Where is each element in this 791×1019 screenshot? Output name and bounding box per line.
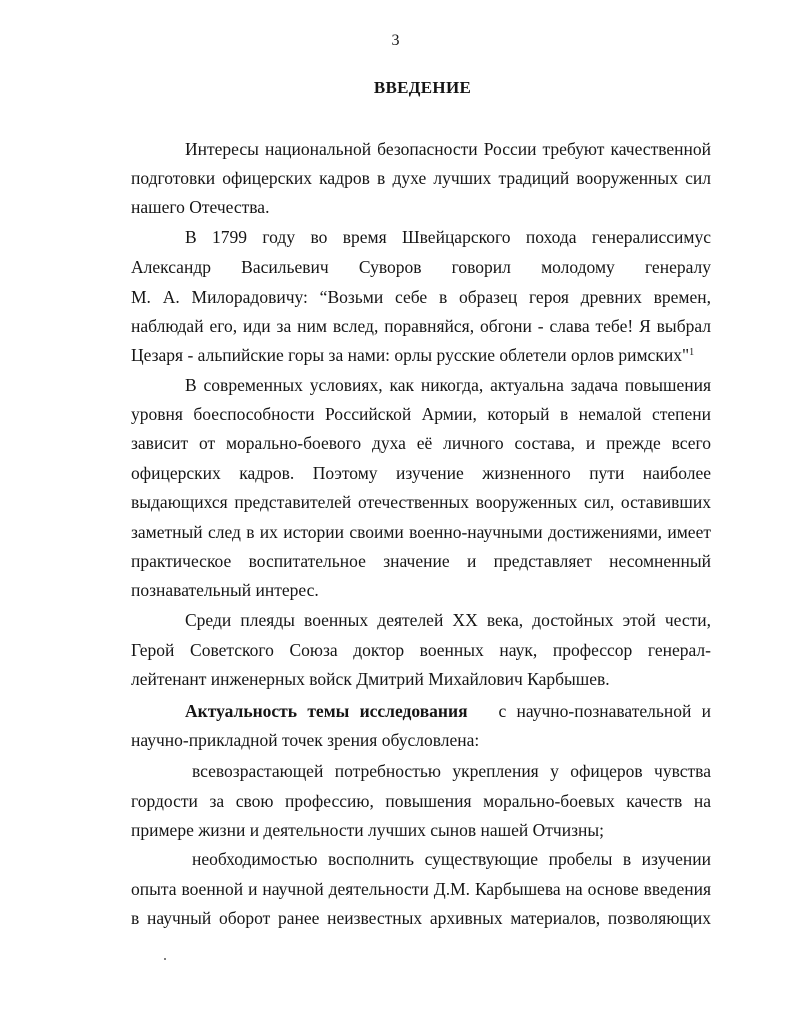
text-line: Среди плеяды военных деятелей XX века, достойных этой чести, bbox=[185, 610, 711, 630]
text-line: М. А. Милорадовичу: “Возьми себе в образец героя древних времен, bbox=[131, 287, 711, 307]
text-line: В 1799 году во время Швейцарского похода генералиссимус bbox=[185, 227, 711, 247]
text-line: нашего Отечества. bbox=[131, 197, 270, 217]
text-line: выдающихся представителей отечественных вооруженных сил, оставивших bbox=[131, 492, 711, 512]
footnote-marker: 1 bbox=[689, 347, 695, 358]
bold-phrase: Актуальность темы исследования bbox=[185, 701, 468, 721]
text-line: всевозрастающей потребностью укрепления у офицеров чувства bbox=[192, 761, 711, 781]
text-line: заметный след в их истории своими военно-научными достижениями, имеет bbox=[131, 522, 711, 542]
text-line: Александр Васильевич Суворов говорил молодому генералу bbox=[131, 257, 711, 277]
text-line: научно-прикладной точек зрения обусловлена: bbox=[131, 730, 480, 750]
text-line: опыта военной и научной деятельности Д.М. Карбышева на основе введения bbox=[131, 879, 711, 899]
text-line: наблюдай его, иди за ним вслед, поравняйся, обгони - слава тебе! Я выбрал bbox=[131, 316, 711, 336]
text-line: в научный оборот ранее неизвестных архивных материалов, позволяющих bbox=[131, 908, 711, 928]
text-line-content: Цезаря - альпийские горы за нами: орлы русские облетели орлов римских" bbox=[131, 345, 690, 365]
text-line: практическое воспитательное значение и представляет несомненный bbox=[131, 551, 711, 571]
text-line: примере жизни и деятельности лучших сынов нашей Отчизны; bbox=[131, 820, 604, 840]
text-line-content: с научно-познавательной и bbox=[498, 701, 712, 721]
text-line: лейтенант инженерных войск Дмитрий Михайлович Карбышев. bbox=[131, 669, 610, 689]
text-line: В современных условиях, как никогда, актуальна задача повышения bbox=[185, 375, 711, 395]
text-line: гордости за свою профессию, повышения морально-боевых качеств на bbox=[131, 791, 711, 811]
text-line bbox=[131, 344, 711, 366]
page-number: 3 bbox=[391, 32, 400, 49]
text-line bbox=[185, 700, 711, 722]
text-line: необходимостью восполнить существующие пробелы в изучении bbox=[192, 849, 711, 869]
text-line: Интересы национальной безопасности России требуют качественной bbox=[185, 139, 711, 159]
text-line: уровня боеспособности Российской Армии, который в немалой степени bbox=[131, 404, 711, 424]
text-line: офицерских кадров. Поэтому изучение жизненного пути наиболее bbox=[131, 463, 711, 483]
page-title: ВВЕДЕНИЕ bbox=[373, 78, 472, 97]
text-line: Герой Советского Союза доктор военных наук, профессор генерал- bbox=[131, 640, 711, 660]
scan-speck bbox=[164, 958, 166, 960]
text-line: зависит от морально-боевого духа её личного состава, и прежде всего bbox=[131, 433, 711, 453]
text-line: познавательный интерес. bbox=[131, 580, 319, 600]
text-line: подготовки офицерских кадров в духе лучших традиций вооруженных сил bbox=[131, 168, 711, 188]
